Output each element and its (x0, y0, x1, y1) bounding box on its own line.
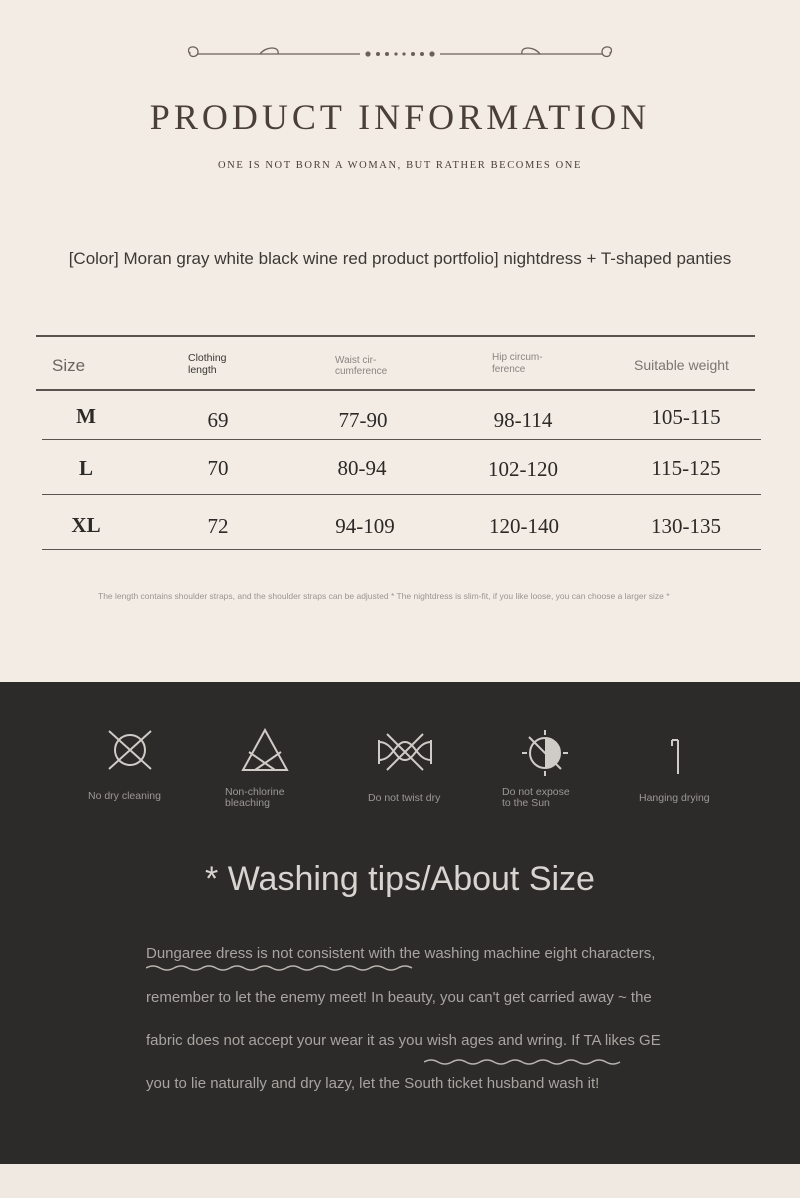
care-item-do-not-twist (345, 730, 465, 804)
header-waist-line2: cumference (335, 366, 388, 377)
cell-waist: 94-109 (335, 514, 395, 538)
care-label (368, 793, 465, 804)
care-label-line2: bleaching (225, 797, 270, 809)
header-hip (492, 352, 543, 376)
cell-length: 70 (207, 456, 229, 480)
row-divider (42, 439, 761, 440)
cell-weight: 105-115 (651, 405, 721, 429)
header-size: Size (52, 356, 86, 375)
tips-line: fabric does not accept your wear it as you wish ages and wring. If TA likes GE (146, 1032, 661, 1049)
care-label-line2: to the Sun (502, 797, 550, 809)
cell-waist: 77-90 (338, 408, 388, 432)
care-item-no-sun (485, 728, 605, 809)
care-item-hanging-dry (618, 730, 738, 804)
cell-hip: 120-140 (489, 514, 559, 538)
table-top-rule (36, 335, 755, 337)
cell-hip: 98-114 (493, 408, 553, 432)
cell-size: M (76, 404, 96, 428)
header-clothing-length-line1: Clothing (188, 352, 227, 364)
care-label (502, 787, 605, 809)
care-label-line1: No dry cleaning (88, 790, 161, 802)
no-dry-cleaning-icon (100, 728, 160, 776)
header-clothing-length (188, 352, 227, 376)
ornament-divider-icon (180, 40, 620, 68)
care-label-line1: Do not expose (502, 786, 570, 798)
cell-weight: 115-125 (651, 456, 721, 480)
page-subtitle: ONE IS NOT BORN A WOMAN, BUT RATHER BECOMES ONE (218, 160, 582, 171)
cell-size: XL (71, 513, 101, 537)
cell-size: L (78, 456, 93, 480)
cell-length: 72 (207, 514, 229, 538)
cell-length: 69 (207, 408, 229, 432)
care-item-no-dry-cleaning (70, 728, 190, 802)
header-waist (335, 355, 387, 377)
washing-tips-title: * Washing tips/About Size (205, 860, 595, 898)
care-label (639, 793, 738, 804)
tips-line: remember to let the enemy meet! In beauty, you can't get carried away ~ the (146, 989, 652, 1006)
care-label (88, 791, 190, 802)
care-label-line1: Do not twist dry (368, 792, 441, 804)
do-not-twist-icon (373, 730, 437, 774)
header-weight: Suitable weight (634, 357, 729, 373)
product-color-description: [Color] Moran gray white black wine red product portfolio] nightdress + T-shaped panties (68, 249, 732, 268)
cell-waist: 80-94 (337, 456, 387, 480)
care-item-non-chlorine (205, 726, 325, 809)
row-divider (42, 494, 761, 495)
cell-hip: 102-120 (488, 457, 558, 481)
care-label-line1: Hanging drying (639, 792, 710, 804)
cell-weight: 130-135 (651, 514, 721, 538)
non-chlorine-bleach-icon (235, 726, 295, 778)
tips-line: Dungaree dress is not consistent with the washing machine eight characters, (146, 945, 656, 962)
header-hip-line1: Hip circum- (492, 352, 543, 363)
no-sun-icon (515, 728, 575, 778)
table-header-rule (36, 389, 755, 391)
wavy-underline-icon (146, 964, 416, 972)
table-bottom-rule (42, 549, 761, 550)
wavy-underline-icon (424, 1058, 624, 1066)
page-title: PRODUCT INFORMATION (149, 97, 651, 137)
care-label (225, 787, 325, 809)
header-waist-line1: Waist cir- (335, 355, 377, 366)
footer-strip (0, 1164, 800, 1198)
header-hip-line2: ference (492, 364, 526, 375)
size-note: The length contains shoulder straps, and the shoulder straps can be adjusted * The nightdress is slim-fit, if you like loose, you can choose a larger size * (98, 591, 670, 601)
hanging-dry-icon (658, 730, 698, 778)
care-label-line1: Non-chlorine (225, 786, 285, 798)
tips-line: you to lie naturally and dry lazy, let the South ticket husband wash it! (146, 1075, 600, 1092)
header-clothing-length-line2: length (188, 364, 217, 376)
